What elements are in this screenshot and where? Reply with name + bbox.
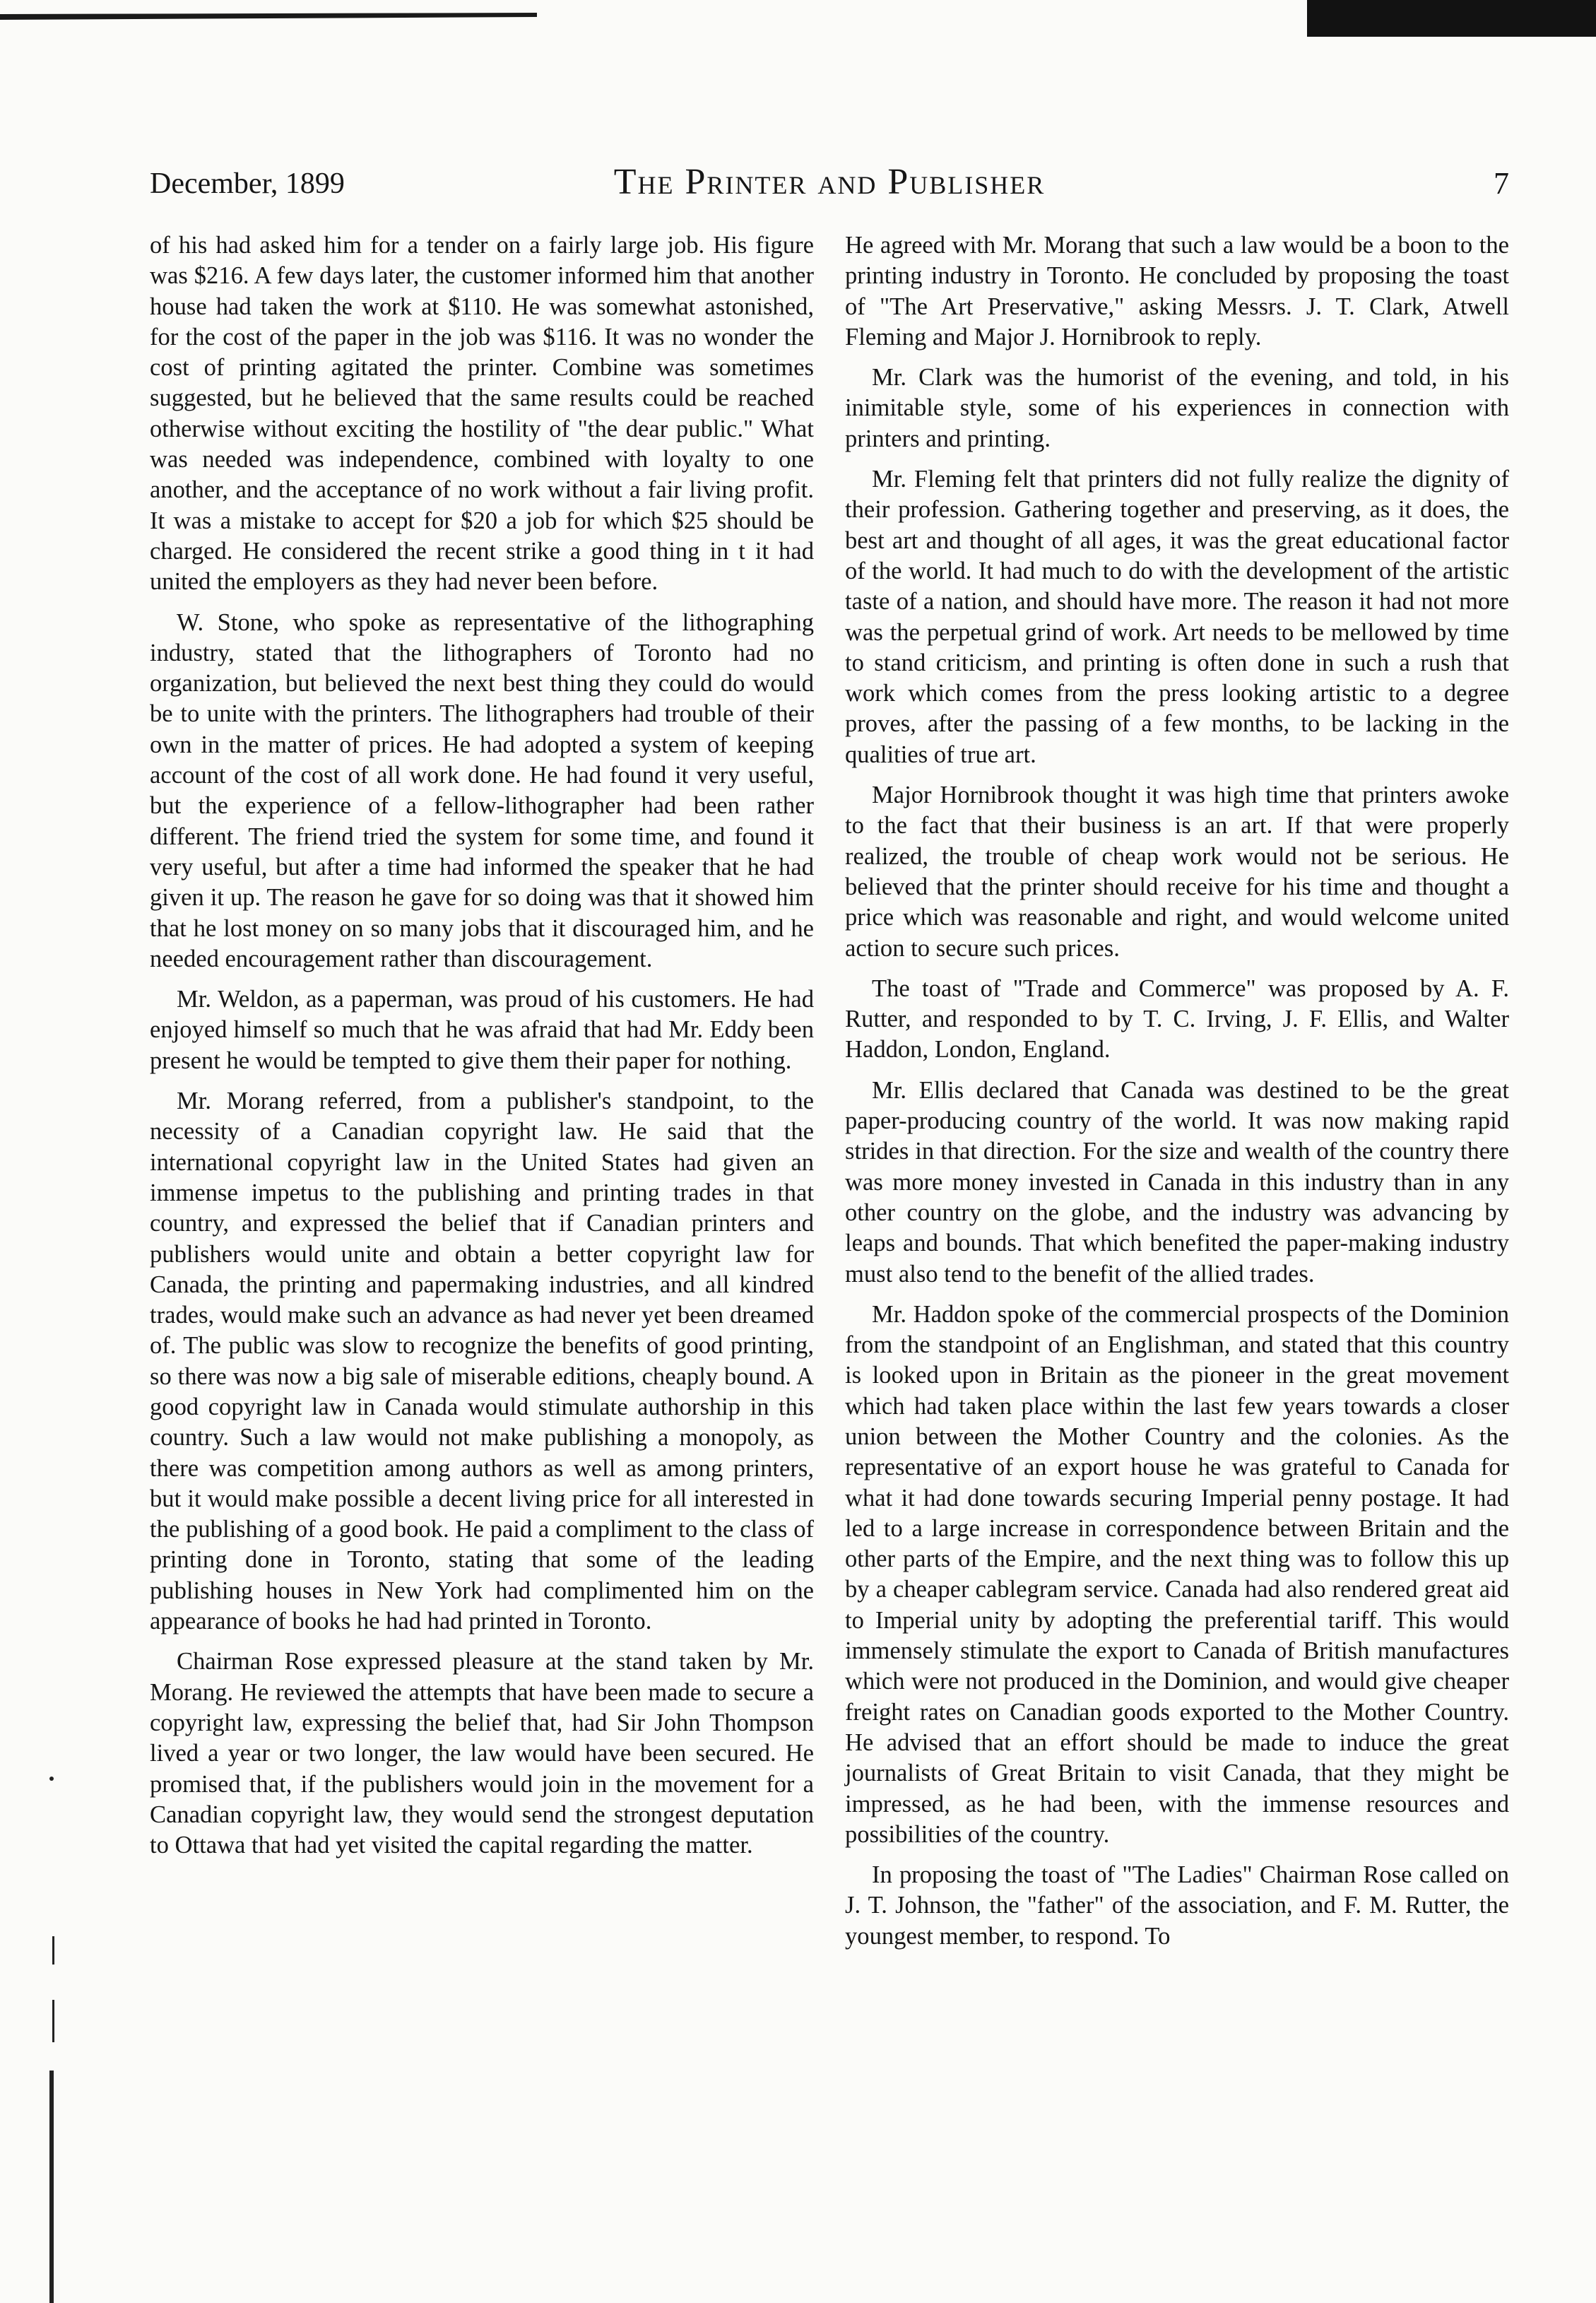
paragraph: In proposing the toast of "The Ladies" Chairman Rose called on J. T. Johnson, the "father" of the association, and F. M. Rutter, the youngest member, to respond. To — [845, 1861, 1509, 1950]
paragraph: He agreed with Mr. Morang that such a law would be a boon to the printing industry in Toronto. He concluded by proposing the toast of "The Art Preservative," asking Messrs. J. T. Clark, Atwell Fleming and Major J. Hornibrook to reply. — [845, 232, 1509, 351]
paragraph: Chairman Rose expressed pleasure at the stand taken by Mr. Morang. He reviewed the attempts that have been made to secure a copyright law, expressing the belief that, had Sir John Thompson lived a year or two longer, the law would have been secured. He promised that, if the publishers would join in the movement for a Canadian copyright law, they would send the strongest deputation to Ottawa that had yet visited the capital regarding the matter. — [150, 1648, 814, 1859]
paragraph: Mr. Fleming felt that printers did not fully realize the dignity of their profession. Gathering together and preserving, as it does, the best art and thought of all ages, it was the great educational factor of the world. It had much to do with the development of the artistic taste of a nation, and should have more. The reason it had not more was the perpetual grind of work. Art needs to be mellowed by time to stand criticism, and printing is often done in such a rush that work which comes from the press looking artistic to a degree proves, after the passing of a few months, to be lacking in the qualities of true art. — [845, 466, 1509, 768]
paragraph: Mr. Clark was the humorist of the evening, and told, in his inimitable style, some of his experiences in connection with printers and printing. — [845, 364, 1509, 452]
margin-dot — [49, 1777, 54, 1781]
header-date: December, 1899 — [150, 167, 345, 200]
margin-tick — [52, 1936, 54, 1965]
paragraph: Mr. Haddon spoke of the commercial prospects of the Dominion from the standpoint of an Englishman, and stated that this country is looked upon in Britain as the pioneer in the great movement which had taken place within the last few years towards a closer union between the Mother Country and the colonies. As the representative of an export house he was grateful to Canada for what it had done towards securing Imperial penny postage. It had led to a large increase in correspondence between Britain and the other parts of the Empire, and the next thing was to follow this up by a cheaper cablegram service. Canada had also rendered great aid to Imperial unity by adopting the preferential tariff. This would immensely stimulate the export to Canada of British manufactures which were not produced in the Dominion, and would give cheaper freight rates on Canadian goods exported to the Mother Country. He advised that an effort should be made to induce the great journalists of Great Britain to visit Canada, that they might be impressed, as he had been, with the immense resources and possibilities of the country. — [845, 1300, 1509, 1848]
margin-scan-line — [49, 2071, 54, 2303]
top-left-rule — [0, 13, 537, 20]
top-right-ink-block — [1307, 0, 1596, 37]
paragraph: Mr. Ellis declared that Canada was destined to be the great paper-producing country of the world. It was now making rapid strides in that direction. For the size and wealth of the country there was more money invested in Canada in this industry than in any other country on the globe, and the industry was advancing by leaps and bounds. That which benefited the paper-making industry must also tend to the benefit of the allied trades. — [845, 1076, 1509, 1288]
paragraph: Major Hornibrook thought it was high time that printers awoke to the fact that their business is an art. If that were properly realized, the trouble of cheap work would not be serious. He believed that the printer should receive for his time and thought a price which was reasonable and right, and would welcome united action to secure such prices. — [845, 782, 1509, 962]
paragraph: of his had asked him for a tender on a fairly large job. His figure was $216. A few days later, the customer informed him that another house had taken the work at $110. He was somewhat astonished, for the cost of the paper in the job was $116. It was no wonder the cost of printing agitated the printer. Combine was sometimes suggested, but he believed that the same results could be reached otherwise without exciting the hostility of "the dear public." What was needed was independence, combined with loyalty to one another, and the acceptance of no work without a fair living profit. It was a mistake to accept for $20 a job for which $25 should be charged. He considered the recent strike a good thing in t it had united the employers as they had never been before. — [150, 232, 814, 596]
running-header — [150, 161, 1509, 204]
paragraph: The toast of "Trade and Commerce" was proposed by A. F. Rutter, and responded to by T. C. Irving, J. F. Ellis, and Walter Haddon, London, England. — [845, 974, 1509, 1064]
paragraph: W. Stone, who spoke as representative of the lithographing industry, stated that the lithographers of Toronto had no organization, but believed the next best thing they could do would be to unite with the printers. The lithographers had trouble of their own in the matter of prices. He had adopted a system of keeping account of the cost of all work done. He had found it very useful, but the experience of a fellow-lithographer had been rather different. The friend tried the system for some time, and found it very useful, but after a time had informed the speaker that he had given it up. The reason he gave for so doing was that it showed him that he lost money on so many jobs that it discouraged him, and he needed encouragement rather than discouragement. — [150, 608, 814, 972]
left-column — [150, 230, 814, 1871]
paragraph: Mr. Morang referred, from a publisher's standpoint, to the necessity of a Canadian copyright law. He said that the international copyright law in the United States had given an immense impetus to the publishing and printing trades in that country, and expressed the belief that if Canadian printers and publishers would unite and obtain a better copyright law for Canada, the printing and papermaking industries, and all kindred trades, would make such an advance as had never yet been dreamed of. The public was slow to recognize the benefits of good printing, so there was now a big sale of miserable editions, cheaply bound. A good copyright law in Canada would stimulate authorship in this country. Such a law would not make publishing a monopoly, as there was competition among authors as well as among printers, but it would make possible a decent living price for all interested in the publishing of a good book. He paid a compliment to the class of printing done in Toronto, stating that some of the leading publishing houses in New York had complimented him on the appearance of books he had had printed in Toronto. — [150, 1088, 814, 1635]
header-title: The Printer and Publisher — [613, 162, 1046, 202]
page-number: 7 — [1494, 166, 1509, 201]
margin-tick — [52, 2000, 54, 2042]
paragraph: Mr. Weldon, as a paperman, was proud of his customers. He had enjoyed himself so much that he was afraid that had Mr. Eddy been present he would be tempted to give them their paper for nothing. — [150, 986, 814, 1074]
right-column — [845, 230, 1509, 1962]
